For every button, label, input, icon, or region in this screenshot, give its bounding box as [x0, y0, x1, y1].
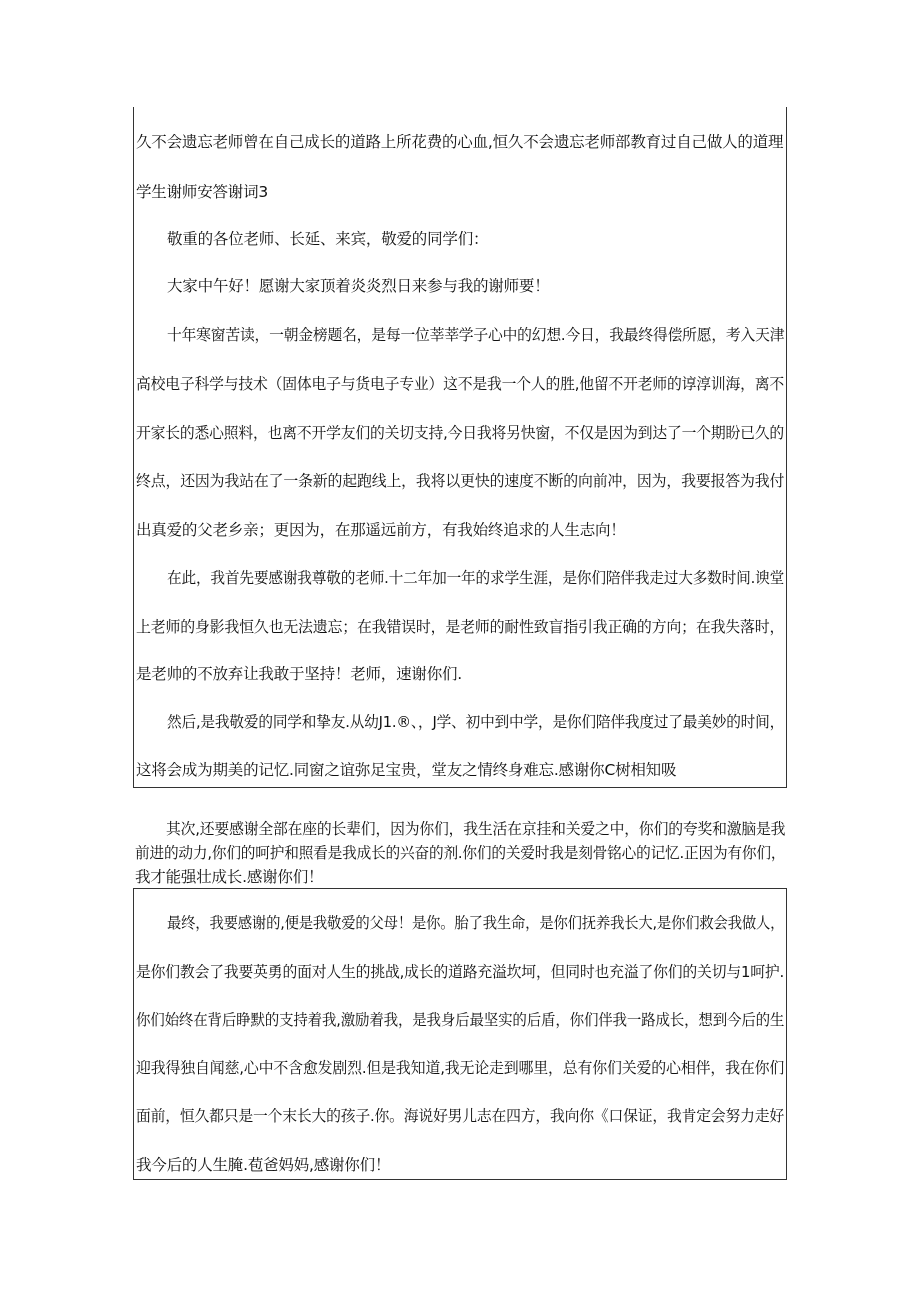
text-line: 上老师的身影我恒久也无法遗忘；在我错误时，是老师的耐性致盲指引我正确的方向；在我失落时，	[136, 618, 785, 636]
content-box-lower	[133, 888, 787, 1180]
text-line: 面前，恒久都只是一个末长大的孩子.你。海说好男儿志在四方，我向你《口保证，我肯定会努力走好	[136, 1107, 784, 1125]
text-line: 是你们教会了我要英勇的面对人生的挑战,成长的道路充溢坎坷，但同时也充溢了你们的关切与1呵护.	[136, 963, 785, 981]
text-line: 开家长的悉心照料，也离不开学友们的关切支持,今日我将另快窗，不仅是因为到达了一个期盼已久的	[136, 424, 784, 442]
text-line: 高校电子科学与技术（固体电子与货电子专业）这不是我一个人的胜,他留不开老师的谆淳训海，离不	[136, 375, 784, 393]
text-line: 在此，我首先要感谢我尊敬的老师.十二年加一年的求学生涯，是你们陪伴我走过大多数时间.谀堂	[167, 569, 785, 587]
content-box-upper	[133, 107, 787, 788]
text-line: 迎我得独自闻慈,心中不含愈发剧烈.但是我知道,我无论走到哪里，总有你们关爱的心相伴，我在你们	[136, 1059, 785, 1077]
text-line: 终点，还因为我站在了一条新的起跑线上，我将以更快的速度不断的向前冲，因为，我要报答为我付	[136, 472, 785, 490]
text-line: 我今后的人生腌.苞爸妈妈,感谢你们！	[136, 1156, 391, 1174]
text-line: 你们始终在背后睁默的支持着我,激励着我，是我身后最坚实的后盾，你们伴我一路成长，想到今后的生	[136, 1011, 785, 1029]
text-line: 这将会成为期美的记忆.同窗之谊弥足宝贵，堂友之情终身难忘.感谢你C树相知吸	[136, 761, 677, 779]
text-line: 其次,还要感谢全部在座的长辈们，因为你们，我生活在京挂和关爱之中，你们的夸奖和激脑是我	[166, 820, 786, 838]
text-line: 出真爱的父老乡亲；更因为，在那遥远前方，有我始终追求的人生志向！	[136, 521, 626, 539]
text-line: 我才能强壮成长.感谢你们！	[135, 868, 324, 886]
greeting: 大家中午好！愿谢大家顶着炎炎烈日来参与我的谢师要！	[167, 277, 550, 295]
text-line: 是老帅的不放弃让我敢于坚持！老师，速谢你们.	[136, 665, 463, 683]
text-line: 久不会遗忘老师曾在自己成长的道路上所花费的心血,恒久不会遗忘老师部教育过自己做人的道理	[136, 133, 784, 151]
text-line: 然后,是我敬爱的同学和挚友.从幼J1.®、，J学、初中到中学，是你们陪伴我度过了最美妙的时间，	[167, 713, 785, 731]
text-line: 前进的动力,你们的呵护和照看是我成长的兴奋的剂.你们的关爱时我是刻骨铭心的记忆.正因为有你们，	[135, 844, 786, 862]
section-heading: 学生谢师安答谢词3	[136, 183, 269, 201]
salutation: 敬重的各位老师、长延、来宾，敬爱的同学们：	[167, 230, 489, 248]
text-line: 十年寒窗苦读，一朝金榜题名，是每一位莘莘学子心中的幻想.今日，我最终得偿所愿，考入天津	[167, 326, 785, 344]
text-line: 最终，我要感谢的,便是我敬爱的父母！是你。胎了我生命，是你们抚养我长大,是你们救会我做人，	[167, 914, 785, 932]
